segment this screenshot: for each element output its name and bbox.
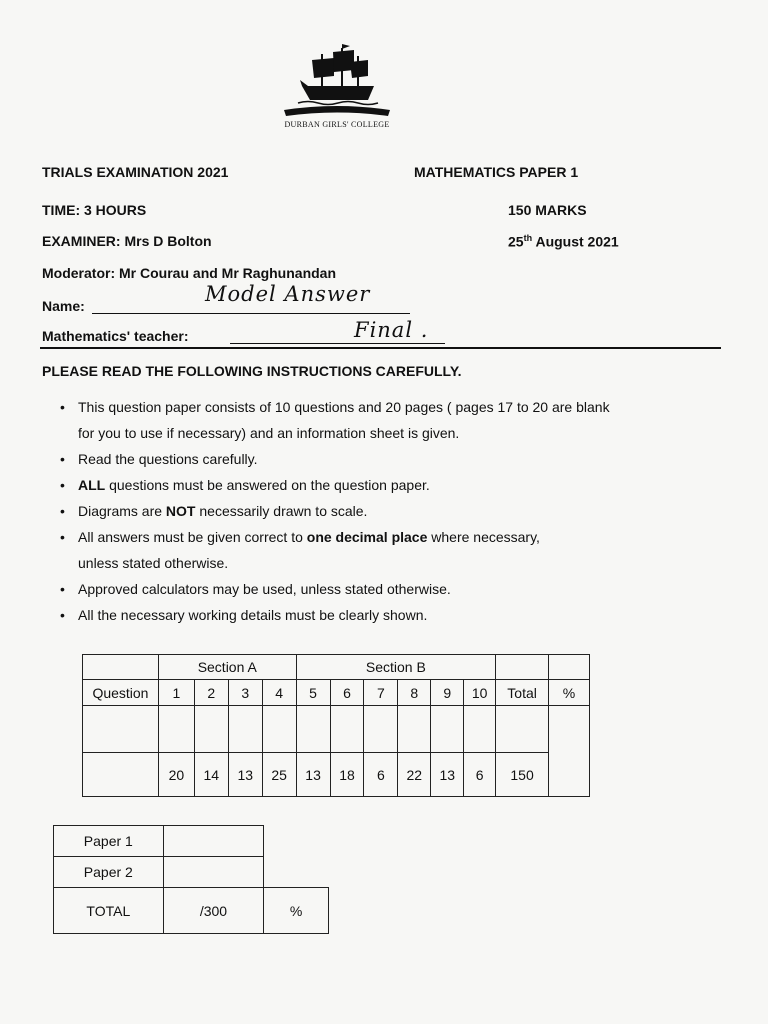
max-mark: 13 (228, 753, 262, 797)
score-cell (464, 706, 496, 753)
section-a-label: Section A (158, 655, 296, 680)
score-cell (330, 706, 364, 753)
score-row (83, 706, 590, 753)
date-rest: August 2021 (535, 233, 619, 250)
max-mark: 20 (158, 753, 194, 797)
max-mark: 6 (464, 753, 496, 797)
instruction-item: • Approved calculators may be used, unless stated otherwise. (60, 581, 451, 597)
score-cell (364, 706, 398, 753)
teacher-line (230, 343, 445, 344)
paper2-score (163, 857, 264, 888)
instruction-item: • All answers must be given correct to one decimal place where necessary, (60, 529, 540, 545)
instructions-list (58, 394, 698, 628)
moderator-label: Moderator: (42, 265, 116, 281)
score-cell (228, 706, 262, 753)
school-crest (278, 40, 396, 129)
time-label: TIME: (42, 202, 81, 218)
max-mark: 13 (431, 753, 464, 797)
paper1-label: Paper 1 (54, 826, 164, 857)
max-mark: 14 (194, 753, 228, 797)
question-number: 1 (158, 680, 194, 706)
name-label: Name: (42, 298, 85, 314)
total-value: /300 (163, 888, 264, 934)
name-line (92, 313, 410, 314)
max-mark: 6 (364, 753, 398, 797)
section-b-label: Section B (296, 655, 496, 680)
teacher-label: Mathematics' teacher: (42, 328, 189, 344)
instruction-continuation: for you to use if necessary) and an information sheet is given. (78, 425, 460, 441)
max-mark: 18 (330, 753, 364, 797)
paper2-row (54, 857, 329, 888)
question-row (83, 680, 590, 706)
total-percent: % (264, 888, 329, 934)
time-value: 3 HOURS (84, 202, 147, 218)
marks-table (82, 654, 590, 797)
score-cell (398, 706, 431, 753)
name-handwritten: Model Answer (205, 282, 371, 306)
examiner-value: Mrs D Bolton (124, 233, 212, 249)
question-number: 10 (464, 680, 496, 706)
question-number: 5 (296, 680, 330, 706)
max-mark: 13 (296, 753, 330, 797)
paper1-score (163, 826, 264, 857)
total-label: TOTAL (54, 888, 164, 934)
header-rule (40, 347, 721, 349)
date-sup: th (523, 233, 533, 243)
question-number: 7 (364, 680, 398, 706)
instruction-continuation: unless stated otherwise. (78, 555, 229, 571)
total-row (54, 888, 329, 934)
instruction-item: • Diagrams are NOT necessarily drawn to scale. (60, 503, 368, 519)
percent-header: % (549, 680, 590, 706)
instruction-item: • Read the questions carefully. (60, 451, 258, 467)
section-row (83, 655, 590, 680)
exam-title: TRIALS EXAMINATION 2021 (42, 164, 229, 180)
max-marks-row (83, 753, 590, 797)
instruction-item: • All the necessary working details must be clearly shown. (60, 607, 428, 623)
instruction-item: • ALL questions must be answered on the question paper. (60, 477, 430, 493)
time-row (42, 202, 146, 218)
question-number: 2 (194, 680, 228, 706)
paper1-row (54, 826, 329, 857)
score-cell (431, 706, 464, 753)
total-marks: 150 MARKS (508, 202, 587, 218)
paper-title: MATHEMATICS PAPER 1 (414, 164, 579, 180)
instructions-heading: PLEASE READ THE FOLLOWING INSTRUCTIONS CAREFULLY. (42, 363, 462, 379)
moderator-value: Mr Courau and Mr Raghunandan (119, 265, 337, 281)
examiner-label: EXAMINER: (42, 233, 121, 249)
question-label: Question (83, 680, 159, 706)
total-header: Total (496, 680, 549, 706)
question-number: 9 (431, 680, 464, 706)
question-number: 3 (228, 680, 262, 706)
teacher-handwritten: Final . (354, 318, 429, 342)
score-cell (262, 706, 296, 753)
date-day: 25 (508, 233, 524, 250)
score-cell (194, 706, 228, 753)
max-mark: 22 (398, 753, 431, 797)
question-number: 4 (262, 680, 296, 706)
moderator-row (42, 265, 336, 281)
ship-crest-icon (278, 40, 396, 120)
max-mark: 25 (262, 753, 296, 797)
score-cell (296, 706, 330, 753)
summary-table (53, 825, 329, 934)
exam-date (508, 233, 619, 250)
crest-caption: DURBAN GIRLS' COLLEGE (284, 120, 390, 129)
question-number: 6 (330, 680, 364, 706)
score-cell (158, 706, 194, 753)
instruction-item: • This question paper consists of 10 questions and 20 pages ( pages 17 to 20 are blank (60, 399, 610, 415)
paper2-label: Paper 2 (54, 857, 164, 888)
score-total-cell (496, 706, 549, 753)
question-number: 8 (398, 680, 431, 706)
max-total: 150 (496, 753, 549, 797)
percent-cell (549, 706, 590, 797)
examiner-row (42, 233, 212, 249)
